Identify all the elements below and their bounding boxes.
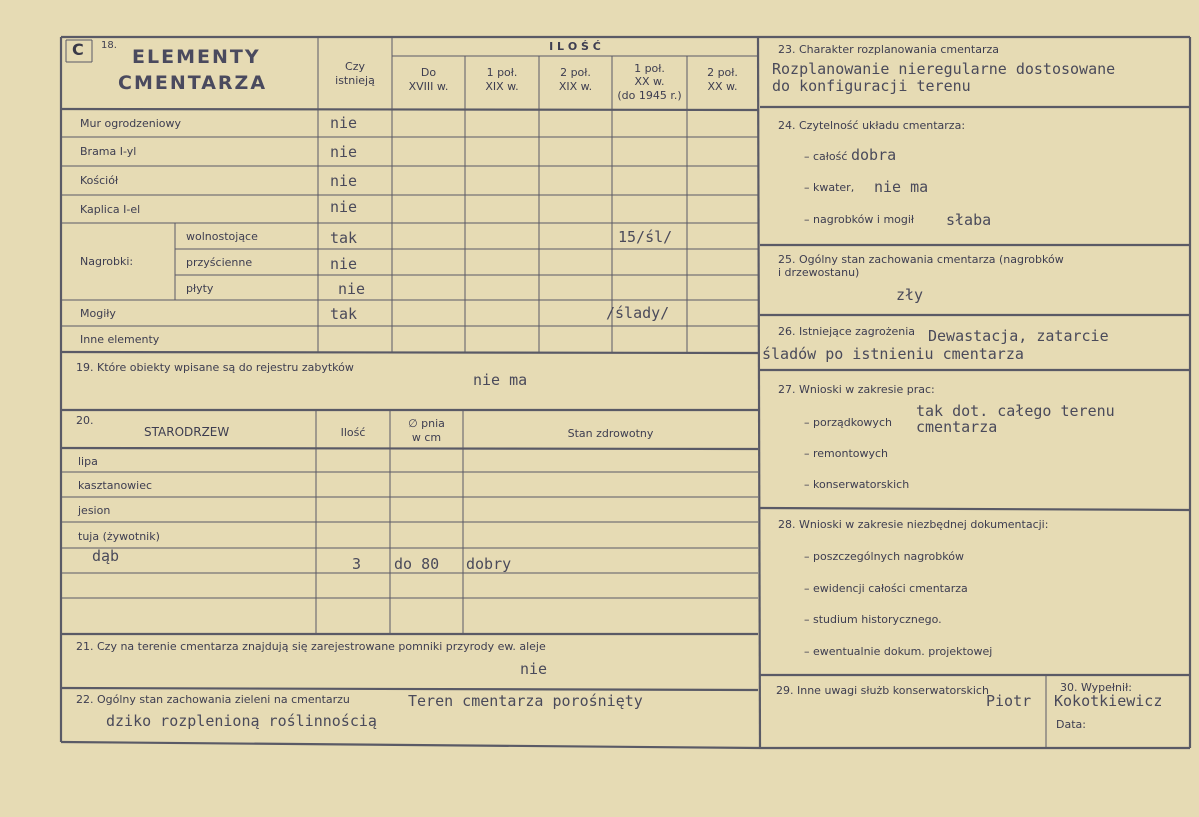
trees-header-diam-2: w cm [411,431,442,444]
row-value-kosciol: nie [330,172,358,190]
row-label-brama: Brama I-yl [80,145,137,158]
q28-label: 28. Wnioski w zakresie niezbędnej dokumentacji: [778,518,1049,531]
q27-item-3-label: – konserwatorskich [804,478,910,491]
row-value-kaplica: nie [330,198,358,216]
row-label-mur: Mur ogrodzeniowy [80,117,181,130]
trees-header-diam-1: ∅ pnia [408,417,445,430]
q24-item-1-value: dobra [851,146,897,164]
tree-name-jesion: jesion [78,504,111,517]
trees-header-name: STARODRZEW [144,425,230,439]
row-value-wolnostojace: tak [330,229,358,247]
q27-item-2-label: – remontowych [804,447,889,460]
q23-value-1: Rozplanowanie nieregularne dostosowane [772,60,1116,78]
col-5-line-2: XX w. [707,80,738,93]
q19-value: nie ma [473,371,528,389]
q28-item-4: – ewentualnie dokum. projektowej [804,645,993,658]
col-3-line-1: 2 poł. [560,66,591,79]
q28-item-2: – ewidencji całości cmentarza [804,582,968,595]
q30-name-last: Kokotkiewicz [1054,692,1163,710]
nagrobki-label: Nagrobki: [80,255,134,268]
q30-name-first: Piotr [986,692,1032,710]
row-value-plyty: nie [338,280,366,298]
q21-label: 21. Czy na terenie cmentarza znajdują się zarejestrowane pomniki przyrody ew. aleje [76,640,546,653]
col-4-line-3: (do 1945 r.) [617,89,682,102]
col-5-line-1: 2 poł. [707,66,738,79]
col-2-line-1: 1 poł. [486,66,518,79]
row-label-mogily: Mogiły [80,307,116,320]
section-letter: C [72,40,84,59]
q27-label: 27. Wnioski w zakresie prac: [778,383,935,396]
czy-header-1: Czy [345,60,365,73]
row-value-brama: nie [330,143,358,161]
tree-name-dab: dąb [92,547,120,565]
row-label-kaplica: Kaplica I-el [80,203,141,216]
q19-label: 19. Które obiekty wpisane są do rejestru zabytków [76,361,354,374]
q26-value-1: Dewastacja, zatarcie [928,327,1109,345]
q28-item-3: – studium historycznego. [804,613,942,626]
q22-label: 22. Ogólny stan zachowania zieleni na cmentarzu [76,693,350,706]
czy-header-2: istnieją [335,74,375,87]
q29-label: 29. Inne uwagi służb konserwatorskich [776,684,989,697]
col-4-line-2: XX w. [634,75,665,88]
q26-label: 26. Istniejące zagrożenia [778,325,916,338]
row-count-mogily: /ślady/ [606,304,670,322]
row-value-przyscienne: nie [330,255,358,273]
tree-name-tuja: tuja (żywotnik) [78,530,160,543]
q24-item-1-label: – całość [804,150,848,163]
q27-item-1-value-1: tak dot. całego terenu [916,402,1115,420]
q30-date-label: Data: [1056,718,1086,731]
q24-item-2-label: – kwater, [804,181,855,194]
q22-value-1: Teren cmentarza porośnięty [408,692,643,710]
q21-value: nie [520,660,548,678]
col-3-line-2: XIX w. [558,80,593,93]
tree-count-dab: 3 [352,555,362,573]
q25-label-1: 25. Ogólny stan zachowania cmentarza (nagrobków [778,253,1064,266]
tree-state-dab: dobry [466,555,512,573]
col-1-line-1: Do [420,66,437,79]
q24-label: 24. Czytelność układu cmentarza: [778,119,966,132]
q27-item-1-value-2: cmentarza [916,418,998,436]
q23-label: 23. Charakter rozplanowania cmentarza [778,43,999,56]
q24-item-3-label: – nagrobków i mogił [804,213,915,226]
row-label-wolnostojace: wolnostojące [186,230,258,243]
row-count-wolnostojace: 15/śl/ [618,228,673,246]
tree-name-lipa: lipa [78,455,98,468]
q23-value-2: do konfiguracji terenu [772,77,971,95]
tree-name-kasztanowiec: kasztanowiec [78,479,153,492]
ilosc-header: I L O Ś Ć [549,40,601,53]
tree-diam-dab: do 80 [394,555,440,573]
col-4-line-1: 1 poł. [634,62,665,75]
q24-item-3-value: słaba [946,211,992,229]
row-value-mur: nie [330,114,358,132]
trees-header-count: Ilość [340,426,366,439]
trees-header-state: Stan zdrowotny [567,427,654,440]
q25-value: zły [896,286,924,304]
col-1-line-2: XVIII w. [408,80,449,93]
q27-item-1-label: – porządkowych [804,416,892,429]
q25-label-2: i drzewostanu) [778,266,860,279]
q26-value-2: śladów po istnieniu cmentarza [762,345,1024,363]
title-line-2: CMENTARZA [118,72,268,94]
title-line-1: ELEMENTY [132,46,261,68]
col-2-line-2: XIX w. [485,80,519,93]
section-number-18: 18. [101,40,117,51]
q28-item-1: – poszczególnych nagrobków [804,550,964,563]
row-value-mogily: tak [330,305,358,323]
row-label-inne: Inne elementy [80,333,160,346]
q24-item-2-value: nie ma [874,178,929,196]
row-label-przyscienne: przyścienne [186,256,253,269]
q30-label: 30. Wypełnił: [1060,681,1132,694]
trees-number: 20. [76,414,94,427]
q22-value-2: dziko rozplenioną roślinnością [106,712,377,730]
row-label-kosciol: Kościół [80,174,119,187]
row-label-plyty: płyty [186,282,214,295]
